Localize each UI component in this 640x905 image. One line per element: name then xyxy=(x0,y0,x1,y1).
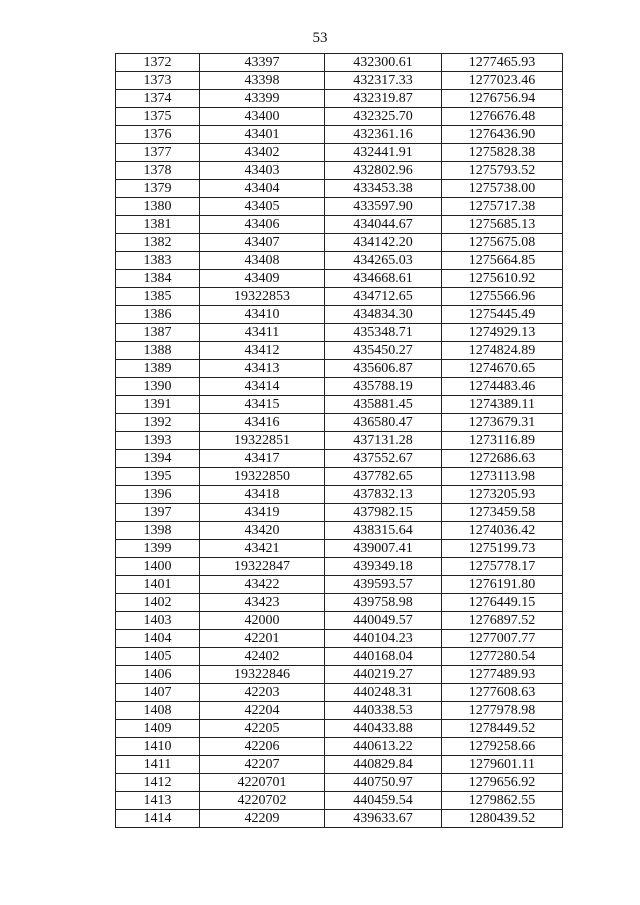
x-coordinate-cell: 435606.87 xyxy=(325,360,442,378)
point-id-cell: 42205 xyxy=(200,720,325,738)
x-coordinate-cell: 432361.16 xyxy=(325,126,442,144)
x-coordinate-cell: 437552.67 xyxy=(325,450,442,468)
y-coordinate-cell: 1274670.65 xyxy=(442,360,563,378)
table-row xyxy=(116,486,563,504)
y-coordinate-cell: 1279601.11 xyxy=(442,756,563,774)
x-coordinate-cell: 435881.45 xyxy=(325,396,442,414)
point-id-cell: 19322851 xyxy=(200,432,325,450)
point-id-cell: 43398 xyxy=(200,72,325,90)
point-id-cell: 42209 xyxy=(200,810,325,828)
point-id-cell: 19322846 xyxy=(200,666,325,684)
y-coordinate-cell: 1277608.63 xyxy=(442,684,563,702)
y-coordinate-cell: 1272686.63 xyxy=(442,450,563,468)
table-row xyxy=(116,612,563,630)
table-row xyxy=(116,162,563,180)
row-number-cell: 1393 xyxy=(116,432,200,450)
row-number-cell: 1375 xyxy=(116,108,200,126)
y-coordinate-cell: 1274483.46 xyxy=(442,378,563,396)
point-id-cell: 43409 xyxy=(200,270,325,288)
y-coordinate-cell: 1275793.52 xyxy=(442,162,563,180)
y-coordinate-cell: 1274929.13 xyxy=(442,324,563,342)
row-number-cell: 1381 xyxy=(116,216,200,234)
table-row xyxy=(116,72,563,90)
x-coordinate-cell: 435450.27 xyxy=(325,342,442,360)
row-number-cell: 1385 xyxy=(116,288,200,306)
x-coordinate-cell: 440219.27 xyxy=(325,666,442,684)
point-id-cell: 43420 xyxy=(200,522,325,540)
table-row xyxy=(116,414,563,432)
row-number-cell: 1404 xyxy=(116,630,200,648)
page-number: 53 xyxy=(312,30,328,46)
point-id-cell: 43422 xyxy=(200,576,325,594)
point-id-cell: 43419 xyxy=(200,504,325,522)
x-coordinate-cell: 440750.97 xyxy=(325,774,442,792)
table-row xyxy=(116,522,563,540)
row-number-cell: 1372 xyxy=(116,54,200,72)
point-id-cell: 42206 xyxy=(200,738,325,756)
x-coordinate-cell: 434142.20 xyxy=(325,234,442,252)
x-coordinate-cell: 440459.54 xyxy=(325,792,442,810)
point-id-cell: 43399 xyxy=(200,90,325,108)
y-coordinate-cell: 1277978.98 xyxy=(442,702,563,720)
table-row xyxy=(116,738,563,756)
x-coordinate-cell: 437782.65 xyxy=(325,468,442,486)
row-number-cell: 1396 xyxy=(116,486,200,504)
point-id-cell: 43405 xyxy=(200,198,325,216)
table-row xyxy=(116,648,563,666)
row-number-cell: 1394 xyxy=(116,450,200,468)
point-id-cell: 19322853 xyxy=(200,288,325,306)
row-number-cell: 1395 xyxy=(116,468,200,486)
table-row xyxy=(116,540,563,558)
point-id-cell: 42207 xyxy=(200,756,325,774)
row-number-cell: 1400 xyxy=(116,558,200,576)
point-id-cell: 43397 xyxy=(200,54,325,72)
y-coordinate-cell: 1274824.89 xyxy=(442,342,563,360)
x-coordinate-cell: 432802.96 xyxy=(325,162,442,180)
x-coordinate-cell: 435348.71 xyxy=(325,324,442,342)
y-coordinate-cell: 1276756.94 xyxy=(442,90,563,108)
table-row xyxy=(116,270,563,288)
row-number-cell: 1386 xyxy=(116,306,200,324)
y-coordinate-cell: 1273459.58 xyxy=(442,504,563,522)
table-row xyxy=(116,396,563,414)
row-number-cell: 1388 xyxy=(116,342,200,360)
table-row xyxy=(116,684,563,702)
row-number-cell: 1379 xyxy=(116,180,200,198)
row-number-cell: 1383 xyxy=(116,252,200,270)
y-coordinate-cell: 1275675.08 xyxy=(442,234,563,252)
row-number-cell: 1392 xyxy=(116,414,200,432)
point-id-cell: 43407 xyxy=(200,234,325,252)
y-coordinate-cell: 1276436.90 xyxy=(442,126,563,144)
x-coordinate-cell: 440049.57 xyxy=(325,612,442,630)
x-coordinate-cell: 433453.38 xyxy=(325,180,442,198)
point-id-cell: 43416 xyxy=(200,414,325,432)
x-coordinate-cell: 440338.53 xyxy=(325,702,442,720)
y-coordinate-cell: 1280439.52 xyxy=(442,810,563,828)
x-coordinate-cell: 437982.15 xyxy=(325,504,442,522)
y-coordinate-cell: 1275778.17 xyxy=(442,558,563,576)
point-id-cell: 42201 xyxy=(200,630,325,648)
y-coordinate-cell: 1279862.55 xyxy=(442,792,563,810)
row-number-cell: 1414 xyxy=(116,810,200,828)
point-id-cell: 43400 xyxy=(200,108,325,126)
y-coordinate-cell: 1275717.38 xyxy=(442,198,563,216)
table-body xyxy=(116,54,563,828)
x-coordinate-cell: 437131.28 xyxy=(325,432,442,450)
table-row xyxy=(116,504,563,522)
x-coordinate-cell: 432300.61 xyxy=(325,54,442,72)
y-coordinate-cell: 1276191.80 xyxy=(442,576,563,594)
point-id-cell: 19322850 xyxy=(200,468,325,486)
table-row xyxy=(116,144,563,162)
y-coordinate-cell: 1277023.46 xyxy=(442,72,563,90)
y-coordinate-cell: 1279656.92 xyxy=(442,774,563,792)
point-id-cell: 4220701 xyxy=(200,774,325,792)
table-row xyxy=(116,360,563,378)
coordinates-table xyxy=(115,53,563,828)
y-coordinate-cell: 1274389.11 xyxy=(442,396,563,414)
y-coordinate-cell: 1275738.00 xyxy=(442,180,563,198)
row-number-cell: 1397 xyxy=(116,504,200,522)
y-coordinate-cell: 1273116.89 xyxy=(442,432,563,450)
row-number-cell: 1402 xyxy=(116,594,200,612)
table-row xyxy=(116,810,563,828)
row-number-cell: 1377 xyxy=(116,144,200,162)
table-row xyxy=(116,468,563,486)
x-coordinate-cell: 432317.33 xyxy=(325,72,442,90)
table-row xyxy=(116,558,563,576)
x-coordinate-cell: 440168.04 xyxy=(325,648,442,666)
x-coordinate-cell: 432325.70 xyxy=(325,108,442,126)
x-coordinate-cell: 440248.31 xyxy=(325,684,442,702)
y-coordinate-cell: 1277280.54 xyxy=(442,648,563,666)
table-row xyxy=(116,666,563,684)
table-row xyxy=(116,594,563,612)
y-coordinate-cell: 1275828.38 xyxy=(442,144,563,162)
point-id-cell: 43417 xyxy=(200,450,325,468)
table-row xyxy=(116,432,563,450)
x-coordinate-cell: 440829.84 xyxy=(325,756,442,774)
point-id-cell: 43402 xyxy=(200,144,325,162)
row-number-cell: 1384 xyxy=(116,270,200,288)
y-coordinate-cell: 1276676.48 xyxy=(442,108,563,126)
table-row xyxy=(116,288,563,306)
y-coordinate-cell: 1275664.85 xyxy=(442,252,563,270)
row-number-cell: 1411 xyxy=(116,756,200,774)
x-coordinate-cell: 436580.47 xyxy=(325,414,442,432)
point-id-cell: 42204 xyxy=(200,702,325,720)
y-coordinate-cell: 1273679.31 xyxy=(442,414,563,432)
row-number-cell: 1399 xyxy=(116,540,200,558)
x-coordinate-cell: 440613.22 xyxy=(325,738,442,756)
y-coordinate-cell: 1279258.66 xyxy=(442,738,563,756)
point-id-cell: 19322847 xyxy=(200,558,325,576)
y-coordinate-cell: 1275445.49 xyxy=(442,306,563,324)
row-number-cell: 1380 xyxy=(116,198,200,216)
row-number-cell: 1373 xyxy=(116,72,200,90)
table-row xyxy=(116,252,563,270)
table-row xyxy=(116,324,563,342)
point-id-cell: 4220702 xyxy=(200,792,325,810)
point-id-cell: 43413 xyxy=(200,360,325,378)
table-row xyxy=(116,108,563,126)
row-number-cell: 1401 xyxy=(116,576,200,594)
x-coordinate-cell: 433597.90 xyxy=(325,198,442,216)
row-number-cell: 1407 xyxy=(116,684,200,702)
point-id-cell: 43418 xyxy=(200,486,325,504)
x-coordinate-cell: 439349.18 xyxy=(325,558,442,576)
x-coordinate-cell: 434668.61 xyxy=(325,270,442,288)
point-id-cell: 43410 xyxy=(200,306,325,324)
y-coordinate-cell: 1274036.42 xyxy=(442,522,563,540)
table-row xyxy=(116,756,563,774)
x-coordinate-cell: 439758.98 xyxy=(325,594,442,612)
point-id-cell: 43406 xyxy=(200,216,325,234)
point-id-cell: 43414 xyxy=(200,378,325,396)
table-row xyxy=(116,342,563,360)
row-number-cell: 1412 xyxy=(116,774,200,792)
table-row xyxy=(116,234,563,252)
x-coordinate-cell: 434265.03 xyxy=(325,252,442,270)
row-number-cell: 1387 xyxy=(116,324,200,342)
row-number-cell: 1408 xyxy=(116,702,200,720)
x-coordinate-cell: 437832.13 xyxy=(325,486,442,504)
row-number-cell: 1405 xyxy=(116,648,200,666)
table-row xyxy=(116,198,563,216)
x-coordinate-cell: 432319.87 xyxy=(325,90,442,108)
point-id-cell: 43403 xyxy=(200,162,325,180)
row-number-cell: 1382 xyxy=(116,234,200,252)
x-coordinate-cell: 440433.88 xyxy=(325,720,442,738)
row-number-cell: 1413 xyxy=(116,792,200,810)
point-id-cell: 43412 xyxy=(200,342,325,360)
table-row xyxy=(116,630,563,648)
point-id-cell: 43401 xyxy=(200,126,325,144)
y-coordinate-cell: 1276897.52 xyxy=(442,612,563,630)
x-coordinate-cell: 432441.91 xyxy=(325,144,442,162)
row-number-cell: 1374 xyxy=(116,90,200,108)
y-coordinate-cell: 1276449.15 xyxy=(442,594,563,612)
row-number-cell: 1376 xyxy=(116,126,200,144)
row-number-cell: 1378 xyxy=(116,162,200,180)
row-number-cell: 1406 xyxy=(116,666,200,684)
x-coordinate-cell: 438315.64 xyxy=(325,522,442,540)
y-coordinate-cell: 1275566.96 xyxy=(442,288,563,306)
row-number-cell: 1398 xyxy=(116,522,200,540)
table-row xyxy=(116,450,563,468)
point-id-cell: 43421 xyxy=(200,540,325,558)
row-number-cell: 1403 xyxy=(116,612,200,630)
y-coordinate-cell: 1273205.93 xyxy=(442,486,563,504)
x-coordinate-cell: 435788.19 xyxy=(325,378,442,396)
table-row xyxy=(116,702,563,720)
table-row xyxy=(116,126,563,144)
table-row xyxy=(116,774,563,792)
table-row xyxy=(116,792,563,810)
row-number-cell: 1389 xyxy=(116,360,200,378)
point-id-cell: 43415 xyxy=(200,396,325,414)
table-row xyxy=(116,54,563,72)
table-row xyxy=(116,378,563,396)
table-row xyxy=(116,180,563,198)
table-row xyxy=(116,216,563,234)
y-coordinate-cell: 1277007.77 xyxy=(442,630,563,648)
x-coordinate-cell: 439007.41 xyxy=(325,540,442,558)
table-row xyxy=(116,90,563,108)
x-coordinate-cell: 434834.30 xyxy=(325,306,442,324)
y-coordinate-cell: 1275610.92 xyxy=(442,270,563,288)
x-coordinate-cell: 439633.67 xyxy=(325,810,442,828)
x-coordinate-cell: 434712.65 xyxy=(325,288,442,306)
point-id-cell: 42402 xyxy=(200,648,325,666)
row-number-cell: 1391 xyxy=(116,396,200,414)
table-row xyxy=(116,576,563,594)
y-coordinate-cell: 1275199.73 xyxy=(442,540,563,558)
x-coordinate-cell: 439593.57 xyxy=(325,576,442,594)
row-number-cell: 1410 xyxy=(116,738,200,756)
y-coordinate-cell: 1273113.98 xyxy=(442,468,563,486)
y-coordinate-cell: 1275685.13 xyxy=(442,216,563,234)
x-coordinate-cell: 434044.67 xyxy=(325,216,442,234)
point-id-cell: 43408 xyxy=(200,252,325,270)
row-number-cell: 1409 xyxy=(116,720,200,738)
y-coordinate-cell: 1278449.52 xyxy=(442,720,563,738)
point-id-cell: 43423 xyxy=(200,594,325,612)
point-id-cell: 43411 xyxy=(200,324,325,342)
point-id-cell: 43404 xyxy=(200,180,325,198)
y-coordinate-cell: 1277489.93 xyxy=(442,666,563,684)
table-row xyxy=(116,720,563,738)
table-row xyxy=(116,306,563,324)
y-coordinate-cell: 1277465.93 xyxy=(442,54,563,72)
point-id-cell: 42203 xyxy=(200,684,325,702)
x-coordinate-cell: 440104.23 xyxy=(325,630,442,648)
row-number-cell: 1390 xyxy=(116,378,200,396)
point-id-cell: 42000 xyxy=(200,612,325,630)
